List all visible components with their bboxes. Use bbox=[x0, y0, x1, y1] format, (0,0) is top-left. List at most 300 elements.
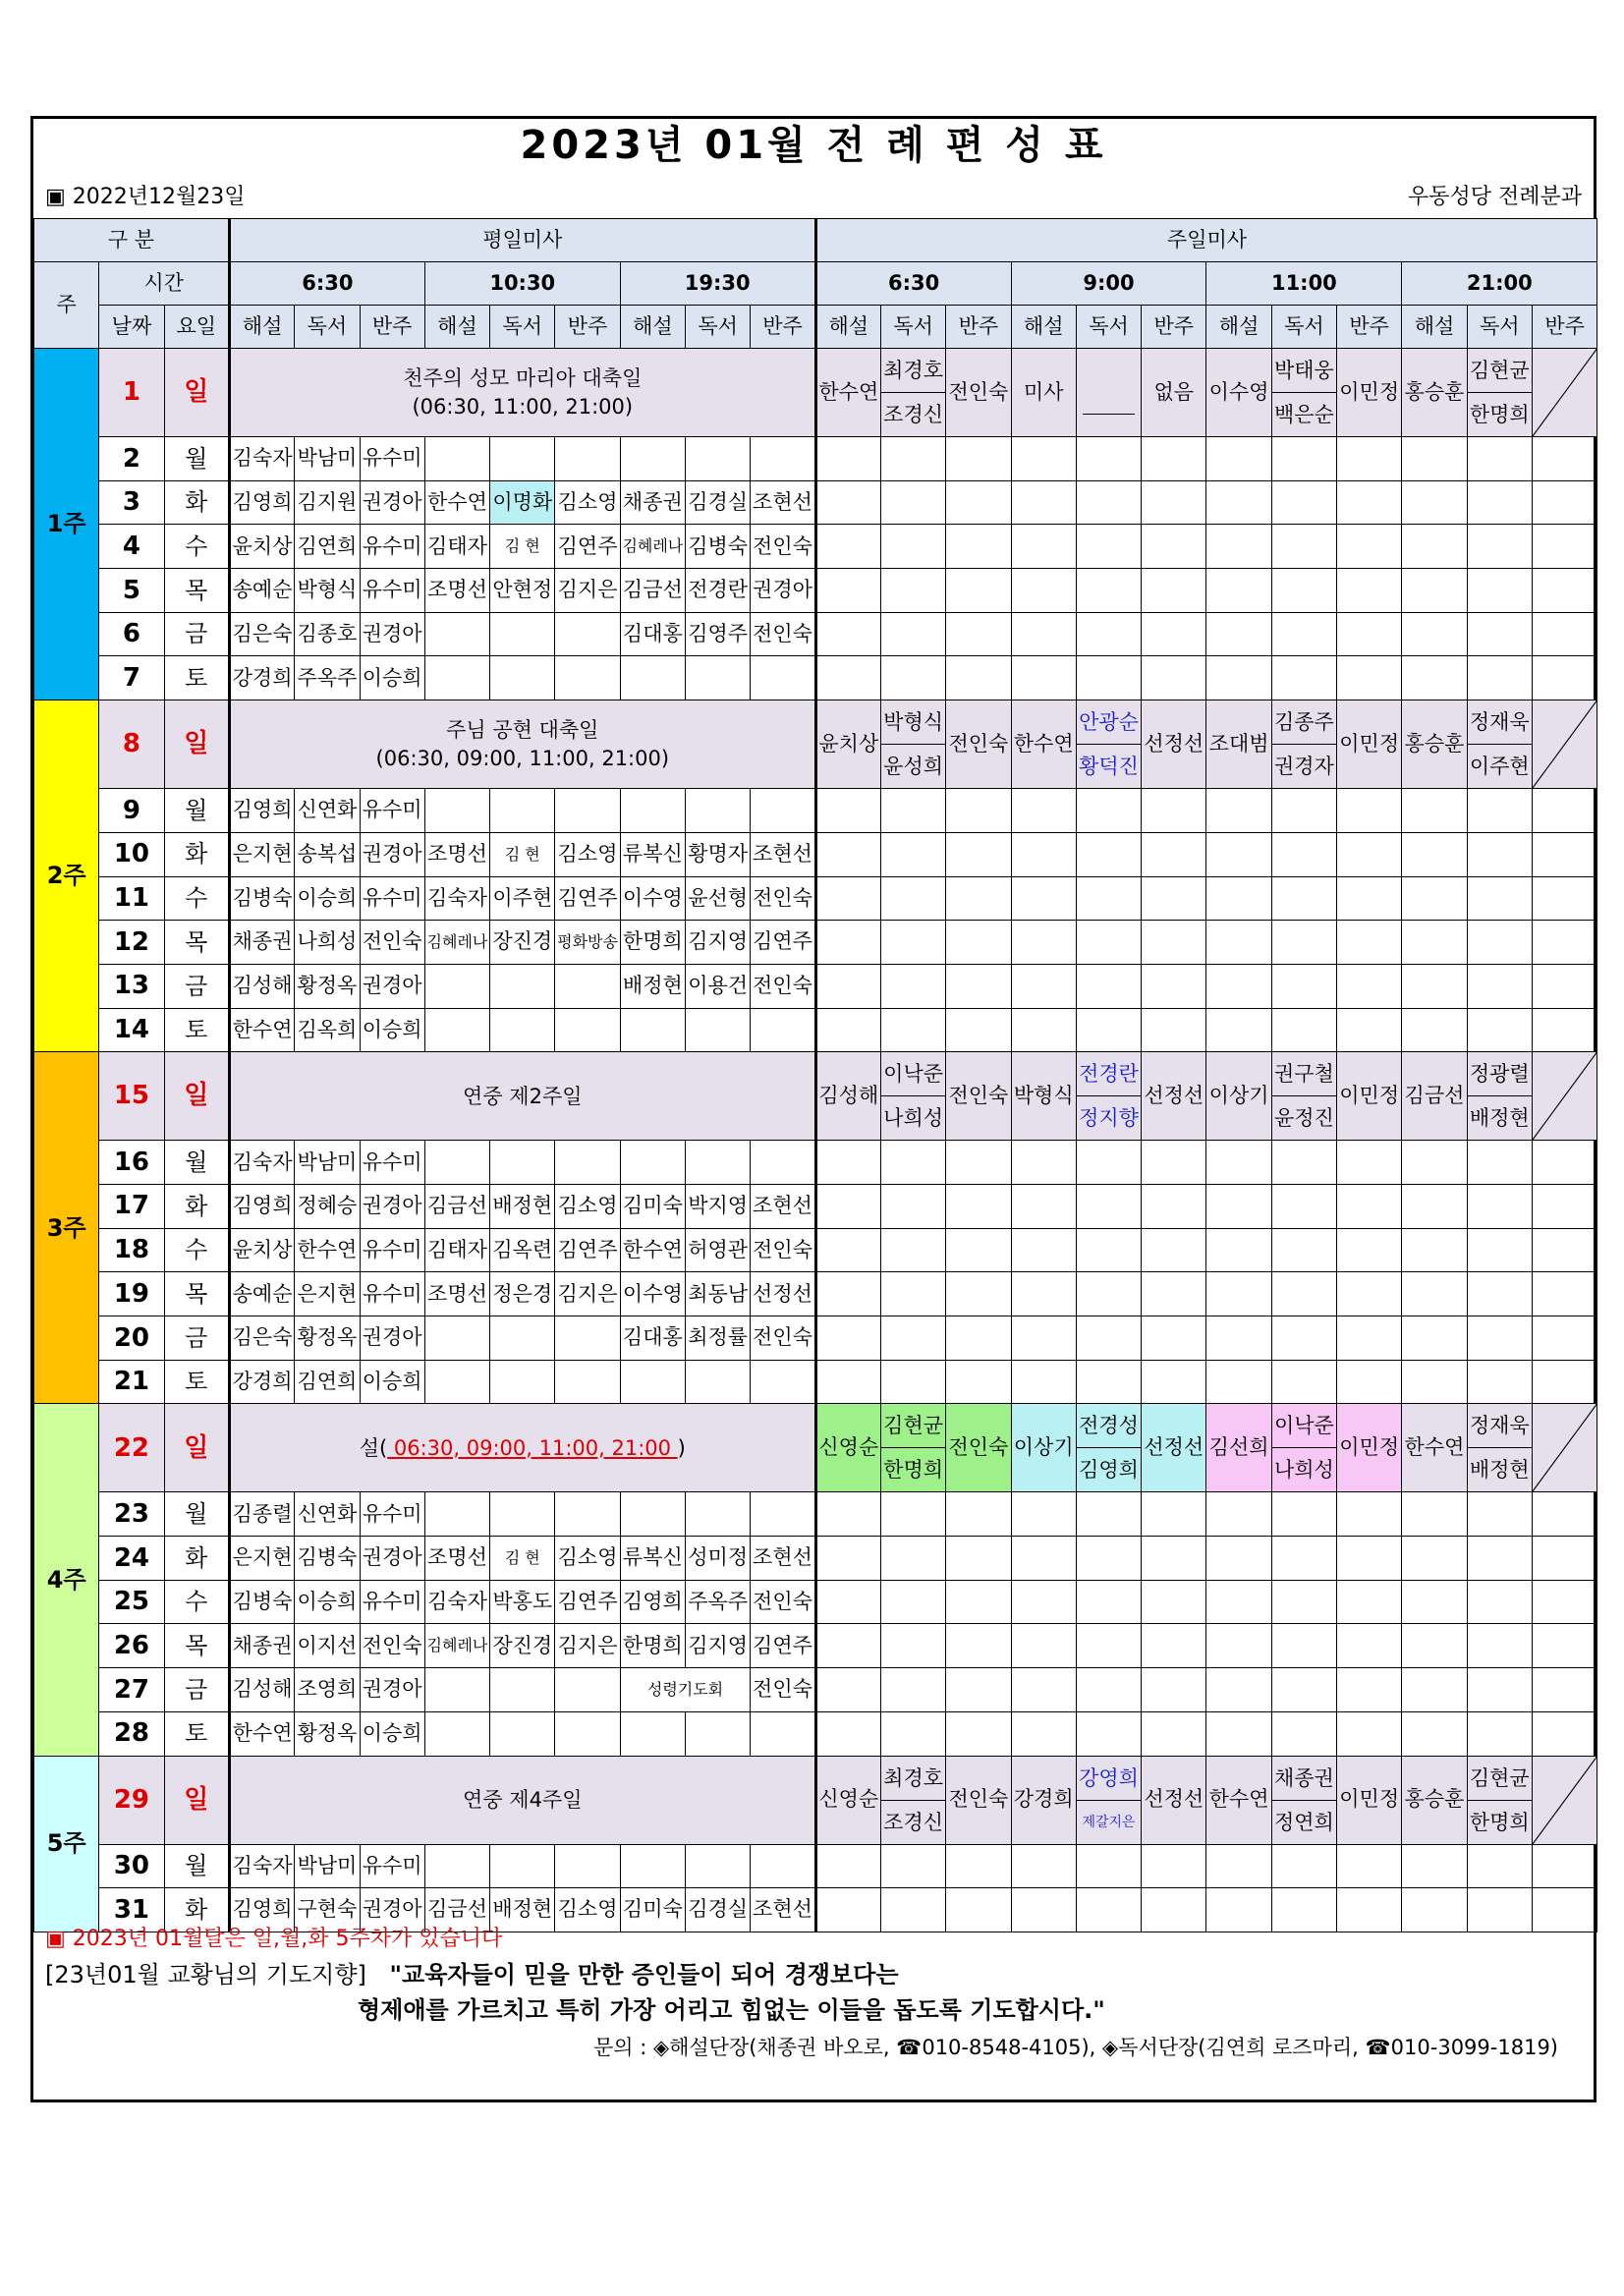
empty-sunday-cell bbox=[1011, 1228, 1076, 1272]
assignment-cell: 김연주 bbox=[751, 1624, 815, 1668]
assignment-cell bbox=[620, 437, 685, 481]
assignment-cell: 이승희 bbox=[360, 656, 424, 700]
empty-sunday-cell bbox=[1076, 1272, 1141, 1316]
sunday-date: 15 bbox=[99, 1052, 164, 1141]
weekday-row bbox=[34, 1580, 1597, 1624]
feast-cell bbox=[229, 1756, 815, 1844]
assignment-cell: 김대홍 bbox=[620, 1316, 685, 1361]
empty-sunday-cell bbox=[946, 1580, 1011, 1624]
empty-sunday-cell bbox=[1532, 832, 1596, 876]
header-role: 독서 bbox=[880, 306, 945, 349]
empty-sunday-cell bbox=[1076, 525, 1141, 569]
assignment-cell: 김영희 bbox=[229, 789, 294, 833]
day-date: 23 bbox=[99, 1492, 164, 1537]
empty-sunday-cell bbox=[880, 1580, 945, 1624]
assignment-cell: 권경아 bbox=[360, 1668, 424, 1712]
assignment-cell: 박형식 bbox=[295, 569, 360, 613]
assignment-cell: 박남미 bbox=[295, 1141, 360, 1185]
assignment-cell: 이수영 bbox=[620, 1272, 685, 1316]
header-role: 독서 bbox=[295, 306, 360, 349]
assignment-cell bbox=[555, 1360, 620, 1404]
feast-title bbox=[231, 1434, 814, 1462]
assignment-cell: 강경희 bbox=[229, 656, 294, 700]
empty-sunday-cell bbox=[1142, 789, 1206, 833]
time-weekday-1930: 19:30 bbox=[620, 262, 815, 306]
assignment-cell bbox=[620, 1008, 685, 1052]
assignment-cell: 윤치상 bbox=[229, 525, 294, 569]
empty-sunday-cell bbox=[1337, 1537, 1402, 1581]
sunday-readers bbox=[880, 700, 945, 789]
sunday-commentator: 신영순 bbox=[815, 1756, 880, 1844]
sunday-organist: 선정선 bbox=[1142, 1052, 1206, 1141]
header-gubun: 구 분 bbox=[34, 219, 230, 262]
day-date: 6 bbox=[99, 612, 164, 656]
assignment-cell: 김숙자 bbox=[424, 876, 489, 921]
empty-diagonal-cell bbox=[1532, 700, 1596, 789]
empty-sunday-cell bbox=[1142, 832, 1206, 876]
assignment-cell: 주옥주 bbox=[295, 656, 360, 700]
weekday-row bbox=[34, 437, 1597, 481]
header-row-3 bbox=[34, 306, 1597, 349]
day-date: 5 bbox=[99, 569, 164, 613]
reader-2: 황덕진 bbox=[1079, 755, 1139, 779]
empty-sunday-cell bbox=[815, 1141, 880, 1185]
reader-2: 백은순 bbox=[1273, 403, 1334, 426]
assignment-cell: 정혜승 bbox=[295, 1184, 360, 1228]
empty-sunday-cell bbox=[1076, 1360, 1141, 1404]
assignment-cell: 김미숙 bbox=[620, 1184, 685, 1228]
feast-cell bbox=[229, 700, 815, 789]
reader-2: 정지향 bbox=[1079, 1106, 1139, 1131]
reader-1: 채종권 bbox=[1272, 1757, 1336, 1801]
empty-sunday-cell bbox=[880, 1184, 945, 1228]
weekday-row bbox=[34, 832, 1597, 876]
header-weekday-mass: 평일미사 bbox=[229, 219, 815, 262]
weekday-row bbox=[34, 1492, 1597, 1537]
sunday-commentator: 이수영 bbox=[1206, 349, 1271, 437]
empty-sunday-cell bbox=[815, 1537, 880, 1581]
assignment-cell: 김연주 bbox=[555, 1580, 620, 1624]
assignment-cell: 윤치상 bbox=[229, 1228, 294, 1272]
weekday-row bbox=[34, 789, 1597, 833]
assignment-cell: 김금선 bbox=[424, 1888, 489, 1932]
empty-sunday-cell bbox=[1076, 1580, 1141, 1624]
empty-sunday-cell bbox=[946, 1228, 1011, 1272]
assignment-cell: 유수미 bbox=[360, 1272, 424, 1316]
reader-1: 이낙준 bbox=[1272, 1404, 1336, 1448]
empty-sunday-cell bbox=[1271, 1711, 1336, 1756]
assignment-cell: 김영희 bbox=[620, 1580, 685, 1624]
empty-sunday-cell bbox=[1337, 1184, 1402, 1228]
assignment-cell: 전인숙 bbox=[751, 1228, 815, 1272]
day-dow: 토 bbox=[164, 1360, 229, 1404]
day-dow: 목 bbox=[164, 1624, 229, 1668]
header-role: 해설 bbox=[815, 306, 880, 349]
empty-sunday-cell bbox=[1206, 964, 1271, 1008]
day-dow: 화 bbox=[164, 1888, 229, 1932]
assignment-cell: 유수미 bbox=[360, 876, 424, 921]
assignment-cell: 선정선 bbox=[751, 1272, 815, 1316]
assignment-cell: 박홍도 bbox=[490, 1580, 555, 1624]
empty-sunday-cell bbox=[1402, 1711, 1467, 1756]
reader-1: 김종주 bbox=[1272, 700, 1336, 745]
empty-sunday-cell bbox=[1402, 1272, 1467, 1316]
assignment-cell: 배정현 bbox=[490, 1888, 555, 1932]
empty-sunday-cell bbox=[880, 1272, 945, 1316]
day-dow: 수 bbox=[164, 876, 229, 921]
empty-sunday-cell bbox=[1402, 1844, 1467, 1888]
empty-sunday-cell bbox=[1337, 1711, 1402, 1756]
empty-sunday-cell bbox=[1206, 1360, 1271, 1404]
sunday-commentator: 신영순 bbox=[815, 1404, 880, 1492]
empty-sunday-cell bbox=[1206, 789, 1271, 833]
day-date: 9 bbox=[99, 789, 164, 833]
empty-sunday-cell bbox=[1467, 1316, 1532, 1361]
assignment-cell: 김소영 bbox=[555, 1888, 620, 1932]
assignment-cell: 이승희 bbox=[295, 1580, 360, 1624]
reader-2: 한명희 bbox=[1469, 403, 1530, 426]
empty-sunday-cell bbox=[1142, 437, 1206, 481]
empty-sunday-cell bbox=[1467, 1711, 1532, 1756]
sunday-readers bbox=[1467, 700, 1532, 789]
page-title: 2023년 01월 전 례 편 성 표 bbox=[520, 123, 1107, 168]
header-role: 반주 bbox=[751, 306, 815, 349]
empty-sunday-cell bbox=[1467, 1360, 1532, 1404]
assignment-cell: 은지현 bbox=[229, 1537, 294, 1581]
empty-sunday-cell bbox=[1206, 1580, 1271, 1624]
assignment-cell: 송복섭 bbox=[295, 832, 360, 876]
sunday-organist: 이민정 bbox=[1337, 1404, 1402, 1492]
empty-sunday-cell bbox=[1532, 437, 1596, 481]
assignment-cell: 최정률 bbox=[686, 1316, 751, 1361]
assignment-cell: 김영희 bbox=[229, 1184, 294, 1228]
sunday-date: 22 bbox=[99, 1404, 164, 1492]
assignment-cell: 주옥주 bbox=[686, 1580, 751, 1624]
sunday-commentator: 박형식 bbox=[1011, 1052, 1076, 1141]
day-date: 31 bbox=[99, 1888, 164, 1932]
empty-sunday-cell bbox=[1011, 1580, 1076, 1624]
empty-sunday-cell bbox=[1142, 1184, 1206, 1228]
assignment-cell: 권경아 bbox=[360, 832, 424, 876]
empty-sunday-cell bbox=[1206, 1228, 1271, 1272]
empty-sunday-cell bbox=[1467, 480, 1532, 525]
assignment-cell: 김 현 bbox=[490, 832, 555, 876]
empty-sunday-cell bbox=[1076, 876, 1141, 921]
empty-sunday-cell bbox=[946, 1316, 1011, 1361]
assignment-cell: 이주현 bbox=[490, 876, 555, 921]
weekday-row bbox=[34, 1228, 1597, 1272]
empty-sunday-cell bbox=[1337, 525, 1402, 569]
empty-sunday-cell bbox=[1271, 1624, 1336, 1668]
empty-sunday-cell bbox=[880, 1228, 945, 1272]
assignment-cell: 송예순 bbox=[229, 1272, 294, 1316]
empty-sunday-cell bbox=[1142, 1272, 1206, 1316]
empty-sunday-cell bbox=[1402, 1228, 1467, 1272]
empty-sunday-cell bbox=[1271, 1668, 1336, 1712]
day-dow: 금 bbox=[164, 1668, 229, 1712]
assignment-cell: 김지영 bbox=[686, 921, 751, 965]
empty-sunday-cell bbox=[1402, 832, 1467, 876]
sunday-date: 29 bbox=[99, 1756, 164, 1844]
assignment-cell bbox=[555, 1008, 620, 1052]
empty-sunday-cell bbox=[1011, 480, 1076, 525]
assignment-cell: 황정옥 bbox=[295, 1316, 360, 1361]
empty-sunday-cell bbox=[1142, 921, 1206, 965]
sunday-organist: 이민정 bbox=[1337, 1052, 1402, 1141]
empty-sunday-cell bbox=[1142, 569, 1206, 613]
empty-diagonal-cell bbox=[1532, 1052, 1596, 1141]
empty-sunday-cell bbox=[1402, 1008, 1467, 1052]
empty-sunday-cell bbox=[1467, 656, 1532, 700]
empty-sunday-cell bbox=[1011, 569, 1076, 613]
sunday-commentator: 김선희 bbox=[1206, 1404, 1271, 1492]
assignment-cell bbox=[555, 612, 620, 656]
empty-sunday-cell bbox=[1142, 964, 1206, 1008]
empty-sunday-cell bbox=[815, 569, 880, 613]
empty-sunday-cell bbox=[1076, 1711, 1141, 1756]
assignment-cell: 김연희 bbox=[295, 525, 360, 569]
assignment-cell bbox=[555, 1316, 620, 1361]
assignment-cell bbox=[751, 1844, 815, 1888]
empty-sunday-cell bbox=[1076, 1844, 1141, 1888]
assignment-cell: 한수연 bbox=[295, 1228, 360, 1272]
assignment-cell: 김지영 bbox=[686, 1624, 751, 1668]
empty-sunday-cell bbox=[1467, 789, 1532, 833]
assignment-cell bbox=[424, 437, 489, 481]
day-dow: 월 bbox=[164, 437, 229, 481]
assignment-cell bbox=[686, 1492, 751, 1537]
empty-sunday-cell bbox=[880, 1711, 945, 1756]
assignment-cell: 김숙자 bbox=[229, 437, 294, 481]
assignment-cell: 성미정 bbox=[686, 1537, 751, 1581]
empty-sunday-cell bbox=[1076, 789, 1141, 833]
header-role: 독서 bbox=[490, 306, 555, 349]
header-role: 반주 bbox=[1142, 306, 1206, 349]
weekday-row bbox=[34, 1668, 1597, 1712]
header-role: 해설 bbox=[229, 306, 294, 349]
empty-sunday-cell bbox=[1142, 480, 1206, 525]
empty-sunday-cell bbox=[1076, 1141, 1141, 1185]
assignment-cell bbox=[751, 437, 815, 481]
assignment-cell bbox=[620, 789, 685, 833]
feast-times: 06:30, 09:00, 11:00, 21:00 bbox=[387, 1435, 678, 1460]
sunday-organist: 전인숙 bbox=[946, 349, 1011, 437]
empty-sunday-cell bbox=[1271, 1272, 1336, 1316]
empty-sunday-cell bbox=[1011, 612, 1076, 656]
assignment-cell: 김태자 bbox=[424, 525, 489, 569]
assignment-cell bbox=[555, 1711, 620, 1756]
day-date: 3 bbox=[99, 480, 164, 525]
assignment-cell bbox=[424, 1008, 489, 1052]
empty-sunday-cell bbox=[1402, 921, 1467, 965]
sunday-readers bbox=[1467, 1404, 1532, 1492]
sunday-readers bbox=[1076, 1052, 1141, 1141]
empty-sunday-cell bbox=[1206, 1537, 1271, 1581]
sunday-readers bbox=[1467, 1756, 1532, 1844]
assignment-cell: 권경아 bbox=[360, 1184, 424, 1228]
reader-1: 전경란 bbox=[1077, 1052, 1141, 1096]
empty-sunday-cell bbox=[1337, 1624, 1402, 1668]
assignment-cell: 조현선 bbox=[751, 1888, 815, 1932]
empty-sunday-cell bbox=[1402, 789, 1467, 833]
sunday-commentator: 강경희 bbox=[1011, 1756, 1076, 1844]
time-sunday-2100: 21:00 bbox=[1402, 262, 1597, 306]
empty-sunday-cell bbox=[1142, 1668, 1206, 1712]
empty-sunday-cell bbox=[1402, 1141, 1467, 1185]
empty-sunday-cell bbox=[946, 656, 1011, 700]
reader-2: 배정현 bbox=[1469, 1458, 1530, 1483]
prayer-intent-line1 bbox=[45, 1955, 899, 1989]
assignment-cell bbox=[424, 1316, 489, 1361]
assignment-cell bbox=[490, 1008, 555, 1052]
empty-sunday-cell bbox=[1532, 1888, 1596, 1932]
assignment-cell: 전인숙 bbox=[751, 612, 815, 656]
assignment-cell: 김연주 bbox=[751, 921, 815, 965]
empty-sunday-cell bbox=[880, 612, 945, 656]
week-label: 5주 bbox=[34, 1756, 99, 1932]
reader-2: 배정현 bbox=[1469, 1106, 1530, 1131]
schedule-document bbox=[30, 116, 1596, 2102]
assignment-cell: 전인숙 bbox=[751, 964, 815, 1008]
day-dow: 화 bbox=[164, 1537, 229, 1581]
sunday-row bbox=[34, 1756, 1597, 1844]
assignment-cell: 전인숙 bbox=[360, 921, 424, 965]
assignment-cell: 김경실 bbox=[686, 1888, 751, 1932]
empty-sunday-cell bbox=[1142, 876, 1206, 921]
assignment-cell: 허영관 bbox=[686, 1228, 751, 1272]
empty-sunday-cell bbox=[946, 964, 1011, 1008]
assignment-cell bbox=[490, 789, 555, 833]
assignment-cell: 전인숙 bbox=[751, 1316, 815, 1361]
empty-sunday-cell bbox=[1011, 964, 1076, 1008]
assignment-cell bbox=[751, 789, 815, 833]
reader-2: 나희성 bbox=[883, 1106, 944, 1131]
assignment-cell bbox=[686, 437, 751, 481]
sunday-organist: 이민정 bbox=[1337, 349, 1402, 437]
empty-sunday-cell bbox=[1402, 569, 1467, 613]
assignment-cell: 권경아 bbox=[360, 964, 424, 1008]
empty-sunday-cell bbox=[1271, 921, 1336, 965]
empty-sunday-cell bbox=[1532, 1141, 1596, 1185]
assignment-cell bbox=[424, 612, 489, 656]
sunday-row bbox=[34, 700, 1597, 789]
reader-2: 조경신 bbox=[883, 403, 944, 426]
day-date: 19 bbox=[99, 1272, 164, 1316]
empty-sunday-cell bbox=[880, 1141, 945, 1185]
feast-title: 연중 제4주일 bbox=[463, 1787, 583, 1812]
sunday-dow: 일 bbox=[164, 1756, 229, 1844]
reader-2: 나희성 bbox=[1273, 1458, 1334, 1483]
empty-sunday-cell bbox=[1467, 1272, 1532, 1316]
assignment-cell bbox=[751, 656, 815, 700]
empty-sunday-cell bbox=[815, 964, 880, 1008]
assignment-cell: 장진경 bbox=[490, 1624, 555, 1668]
time-weekday-1030: 10:30 bbox=[424, 262, 620, 306]
assignment-cell: 박남미 bbox=[295, 1844, 360, 1888]
assignment-cell: 유수미 bbox=[360, 1492, 424, 1537]
assignment-cell bbox=[424, 1844, 489, 1888]
assignment-cell: 김지원 bbox=[295, 480, 360, 525]
empty-sunday-cell bbox=[880, 964, 945, 1008]
empty-sunday-cell bbox=[1271, 480, 1336, 525]
day-dow: 월 bbox=[164, 1141, 229, 1185]
assignment-cell: 신연화 bbox=[295, 1492, 360, 1537]
empty-sunday-cell bbox=[1076, 437, 1141, 481]
assignment-cell bbox=[490, 1360, 555, 1404]
reader-2: 김영희 bbox=[1079, 1458, 1139, 1483]
sunday-dow: 일 bbox=[164, 349, 229, 437]
assignment-cell bbox=[490, 1316, 555, 1361]
time-sunday-0630: 6:30 bbox=[815, 262, 1011, 306]
reader-2: 조경신 bbox=[883, 1810, 944, 1834]
assignment-cell: 권경아 bbox=[751, 569, 815, 613]
assignment-cell: 김소영 bbox=[555, 480, 620, 525]
empty-sunday-cell bbox=[1271, 964, 1336, 1008]
empty-sunday-cell bbox=[1532, 1624, 1596, 1668]
assignment-cell: 구현숙 bbox=[295, 1888, 360, 1932]
empty-sunday-cell bbox=[1467, 964, 1532, 1008]
time-sunday-0900: 9:00 bbox=[1011, 262, 1206, 306]
empty-sunday-cell bbox=[1271, 1008, 1336, 1052]
empty-sunday-cell bbox=[1271, 832, 1336, 876]
weekday-row bbox=[34, 1844, 1597, 1888]
assignment-cell: 조현선 bbox=[751, 1537, 815, 1581]
header-date: 날짜 bbox=[99, 306, 164, 349]
assignment-cell: 한수연 bbox=[229, 1008, 294, 1052]
issue-date: ▣ 2022년12월23일 bbox=[45, 185, 246, 209]
assignment-cell bbox=[686, 789, 751, 833]
weekday-row bbox=[34, 1141, 1597, 1185]
assignment-cell bbox=[555, 964, 620, 1008]
day-dow: 월 bbox=[164, 1844, 229, 1888]
assignment-cell: 채종권 bbox=[229, 1624, 294, 1668]
week-label: 3주 bbox=[34, 1052, 99, 1404]
sunday-readers bbox=[1271, 700, 1336, 789]
assignment-cell: 김혜레나 bbox=[620, 525, 685, 569]
empty-sunday-cell bbox=[946, 832, 1011, 876]
assignment-cell bbox=[424, 1141, 489, 1185]
empty-sunday-cell bbox=[1467, 1184, 1532, 1228]
assignment-cell: 김숙자 bbox=[424, 1580, 489, 1624]
assignment-cell: 전인숙 bbox=[751, 1580, 815, 1624]
empty-sunday-cell bbox=[1271, 1228, 1336, 1272]
empty-sunday-cell bbox=[1337, 921, 1402, 965]
reader-2: 이주현 bbox=[1469, 755, 1530, 779]
day-dow: 월 bbox=[164, 789, 229, 833]
reader-2: 윤정진 bbox=[1273, 1106, 1334, 1131]
assignment-cell: 강경희 bbox=[229, 1360, 294, 1404]
empty-sunday-cell bbox=[815, 1888, 880, 1932]
empty-sunday-cell bbox=[1337, 1360, 1402, 1404]
empty-sunday-cell bbox=[1142, 1141, 1206, 1185]
assignment-cell: 전인숙 bbox=[751, 1668, 815, 1712]
day-date: 2 bbox=[99, 437, 164, 481]
assignment-cell: 김경실 bbox=[686, 480, 751, 525]
empty-sunday-cell bbox=[1206, 1492, 1271, 1537]
empty-sunday-cell bbox=[1402, 1888, 1467, 1932]
day-date: 21 bbox=[99, 1360, 164, 1404]
header-role: 독서 bbox=[1271, 306, 1336, 349]
empty-sunday-cell bbox=[815, 480, 880, 525]
empty-sunday-cell bbox=[1271, 1844, 1336, 1888]
assignment-cell: 이승희 bbox=[295, 876, 360, 921]
empty-sunday-cell bbox=[1206, 1668, 1271, 1712]
empty-sunday-cell bbox=[1467, 1580, 1532, 1624]
empty-sunday-cell bbox=[1206, 569, 1271, 613]
empty-sunday-cell bbox=[815, 1711, 880, 1756]
day-date: 28 bbox=[99, 1711, 164, 1756]
assignment-cell: 김은숙 bbox=[229, 1316, 294, 1361]
